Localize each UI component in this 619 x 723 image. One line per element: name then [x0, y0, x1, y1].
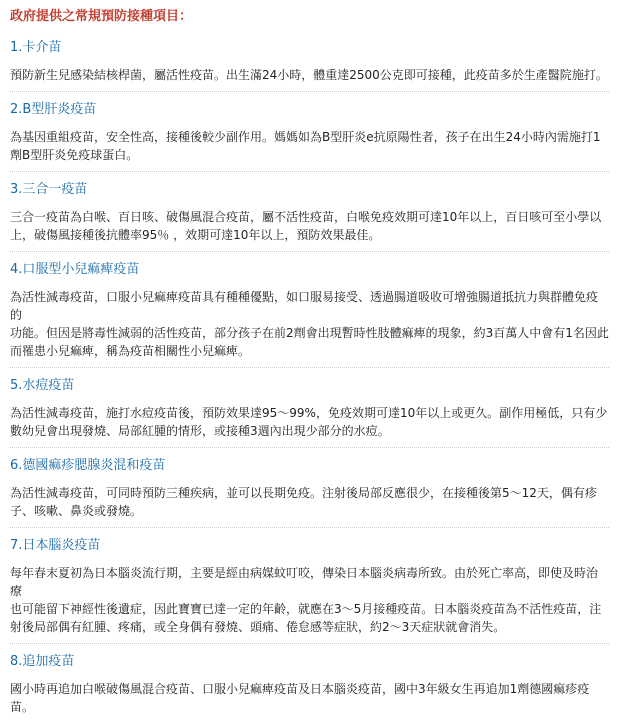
- section-japanese-encephalitis: [10, 537, 609, 644]
- section-title: 8.追加疫苗: [10, 654, 75, 669]
- section-body: 為基因重組疫苗，安全性高，接種後較少副作用。媽媽如為B型肝炎e抗原陽性者，孩子在出生24小時內需施打1 劑B型肝炎免疫球蛋白。: [10, 128, 609, 172]
- section-body: 為活性減毒疫苗，可同時預防三種疾病，並可以長期免疫。注射後局部反應很少，在接種後第5～12天，偶有疹 子、咳嗽、鼻炎或發燒。: [10, 484, 609, 528]
- section-dtp: [10, 181, 609, 252]
- section-title: 6.德國痲疹腮腺炎混和疫苗: [10, 458, 166, 473]
- section-body: 為活性減毒疫苗，施打水痘疫苗後，預防效果達95～99%，免疫效期可達10年以上或更久。副作用極低，只有少 數幼兒會出現發燒、局部紅腫的情形，或接種3週內出現少部分的水痘。: [10, 404, 609, 448]
- section-oral-polio: [10, 261, 609, 368]
- section-body: 國小時再追加白喉破傷風混合疫苗、口服小兒痲痺疫苗及日本腦炎疫苗，國中3年級女生再追加1劑德國痲疹疫 苗。: [10, 682, 590, 714]
- section-body: 預防新生兒感染結核桿菌，屬活性疫苗。出生滿24小時，體重達2500公克即可接種，此疫苗多於生產醫院施打。: [10, 66, 609, 92]
- section-bcg: [10, 39, 609, 92]
- section-hepatitis-b: [10, 101, 609, 172]
- section-title: 7.日本腦炎疫苗: [10, 538, 101, 553]
- section-title: 3.三合一疫苗: [10, 182, 88, 197]
- section-mmr: [10, 457, 609, 528]
- section-title: 2.B型肝炎疫苗: [10, 102, 97, 117]
- section-title: 4.口服型小兒痲痺疫苗: [10, 262, 140, 277]
- section-booster: [10, 653, 609, 723]
- section-title: 5.水痘疫苗: [10, 378, 75, 393]
- page-title: 政府提供之常規預防接種項目：: [10, 9, 193, 24]
- section-varicella: [10, 377, 609, 448]
- section-body: 每年春末夏初為日本腦炎流行期，主要是經由病媒蚊叮咬，傳染日本腦炎病毒所致。由於死亡率高，即使及時治療 也可能留下神經性後遺症，因此寶寶已達一定的年齡，就應在3～5月接種疫苗。日本腦炎疫苗為不活性疫苗，注 射後局部偶有紅腫、疼痛，或全身偶有發燒、頭痛、倦怠感等症狀，約2～3天症狀就會消失。: [10, 564, 609, 644]
- section-title: 1.卡介苗: [10, 40, 62, 55]
- section-body: 三合一疫苗為白喉、百日咳、破傷風混合疫苗，屬不活性疫苗，白喉免疫效期可達10年以上，百日咳可至小學以 上，破傷風接種後抗體率95％ ，效期可達10年以上，預防效果最佳。: [10, 208, 609, 252]
- section-body: 為活性減毒疫苗，口服小兒痲痺疫苗具有種種優點，如口服易接受、透過腸道吸收可增強腸道抵抗力與群體免疫的 功能。但因是將毒性減弱的活性疫苗，部分孩子在前2劑會出現暫時性肢體痲痺的現象，約3百萬人中會有1名因此 而罹患小兒痲痺，稱為疫苗相關性小兒痲痺。: [10, 288, 609, 368]
